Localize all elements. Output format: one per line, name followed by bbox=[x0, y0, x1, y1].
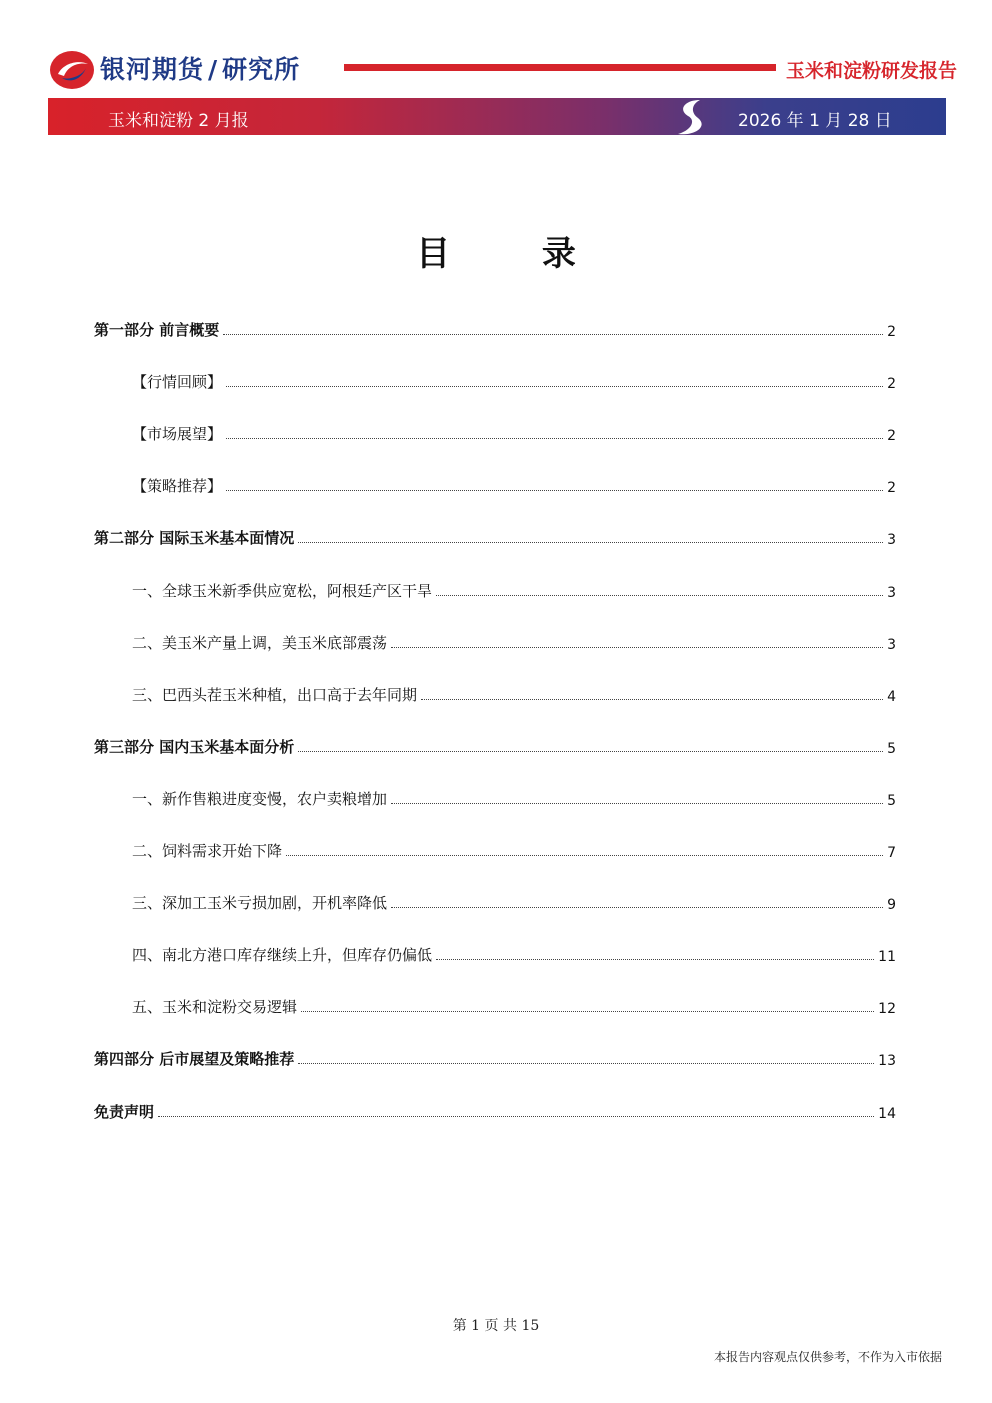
toc-entry-label: 三、巴西头茬玉米种植，出口高于去年同期 bbox=[132, 685, 418, 704]
toc-leader-dots bbox=[298, 1062, 874, 1064]
toc-entry[interactable] bbox=[132, 891, 896, 913]
toc-leader-dots bbox=[226, 489, 883, 491]
toc-entry[interactable] bbox=[94, 526, 896, 548]
toc-entry[interactable] bbox=[94, 318, 896, 340]
toc-entry-page: 9 bbox=[887, 897, 896, 914]
toc-entry[interactable] bbox=[132, 943, 896, 965]
toc-entry-page: 2 bbox=[887, 428, 896, 445]
brand-title bbox=[100, 50, 300, 86]
report-date: 2026 年 1 月 28 日 bbox=[738, 111, 892, 131]
toc-entry-label: 免责声明 bbox=[94, 1102, 155, 1121]
toc-leader-dots bbox=[298, 750, 883, 752]
toc-entry-page: 3 bbox=[887, 584, 896, 601]
toc-entry[interactable] bbox=[132, 579, 896, 601]
brand-name: 银河期货 bbox=[100, 55, 205, 84]
toc-entry[interactable] bbox=[132, 995, 896, 1017]
toc-entry[interactable] bbox=[132, 631, 896, 653]
page-indicator: 第 1 页 共 15 bbox=[452, 1318, 540, 1334]
toc-leader-dots bbox=[391, 802, 883, 804]
toc-entry[interactable] bbox=[132, 422, 896, 444]
toc-entry-label: 【策略推荐】 bbox=[132, 477, 223, 496]
toc-entry-label: 四、南北方港口库存继续上升，但库存仍偏低 bbox=[132, 946, 433, 965]
header-divider bbox=[344, 64, 776, 71]
toc-entry-page: 3 bbox=[887, 532, 896, 549]
toc-entry[interactable] bbox=[132, 787, 896, 809]
toc-leader-dots bbox=[421, 698, 883, 700]
toc-leader-dots bbox=[226, 385, 883, 387]
toc-entry-page: 12 bbox=[878, 1001, 896, 1018]
toc-leader-dots bbox=[286, 854, 883, 856]
toc-entry-page: 2 bbox=[887, 376, 896, 393]
toc-entry-page: 3 bbox=[887, 636, 896, 653]
toc-leader-dots bbox=[436, 958, 874, 960]
toc-leader-dots bbox=[391, 906, 883, 908]
toc-entry-page: 4 bbox=[887, 688, 896, 705]
toc-entry-label: 一、新作售粮进度变慢，农户卖粮增加 bbox=[132, 789, 388, 808]
toc-leader-dots bbox=[226, 437, 883, 439]
toc-entry-page: 14 bbox=[878, 1105, 896, 1122]
toc-leader-dots bbox=[223, 333, 883, 335]
footer-disclaimer: 本报告内容观点仅供参考，不作为入市依据 bbox=[713, 1350, 942, 1364]
toc-entry-label: 第三部分 国内玉米基本面分析 bbox=[94, 737, 295, 756]
toc-entry-page: 5 bbox=[887, 792, 896, 809]
toc-entry-label: 二、美玉米产量上调，美玉米底部震荡 bbox=[132, 633, 388, 652]
toc-entry-label: 第一部分 前言概要 bbox=[94, 321, 220, 339]
toc-leader-dots bbox=[158, 1115, 874, 1117]
toc-entry-page: 2 bbox=[887, 324, 896, 340]
toc-entry-label: 【市场展望】 bbox=[132, 425, 223, 444]
toc-leader-dots bbox=[391, 646, 883, 648]
toc-entry-label: 第二部分 国际玉米基本面情况 bbox=[94, 529, 295, 548]
toc-entry-label: 一、全球玉米新季供应宽松，阿根廷产区干旱 bbox=[132, 581, 433, 600]
toc-entry-label: 五、玉米和淀粉交易逻辑 bbox=[132, 998, 298, 1017]
toc-entry-label: 第四部分 后市展望及策略推荐 bbox=[94, 1050, 295, 1069]
swoosh-icon bbox=[670, 96, 714, 138]
toc-entry-page: 7 bbox=[887, 845, 896, 861]
toc-entry[interactable] bbox=[94, 1100, 896, 1122]
toc-entry[interactable] bbox=[132, 370, 896, 392]
toc-entry[interactable] bbox=[132, 839, 896, 861]
toc-entry-label: 二、饲料需求开始下降 bbox=[132, 842, 283, 860]
toc-entry[interactable] bbox=[132, 683, 896, 705]
brand-institute: 研究所 bbox=[222, 55, 301, 84]
toc-entry-page: 5 bbox=[887, 740, 896, 757]
toc-entry-page: 2 bbox=[887, 480, 896, 497]
brand-slash: / bbox=[208, 55, 219, 84]
toc-entry-page: 11 bbox=[878, 949, 896, 966]
toc-entry[interactable] bbox=[94, 735, 896, 757]
toc-entry[interactable] bbox=[94, 1047, 896, 1069]
toc-entry-label: 【行情回顾】 bbox=[132, 373, 223, 392]
galaxy-logo-icon bbox=[48, 48, 96, 92]
toc-entry-page: 13 bbox=[878, 1053, 896, 1070]
toc-title: 目 录 bbox=[416, 234, 616, 274]
toc-leader-dots bbox=[298, 541, 883, 543]
toc-entry-label: 三、深加工玉米亏损加剧，开机率降低 bbox=[132, 894, 388, 913]
toc-leader-dots bbox=[436, 594, 883, 596]
banner-title: 玉米和淀粉 2 月报 bbox=[108, 111, 249, 131]
toc-leader-dots bbox=[301, 1010, 874, 1012]
toc-entry[interactable] bbox=[132, 474, 896, 496]
report-type: 玉米和淀粉研发报告 bbox=[786, 60, 958, 82]
